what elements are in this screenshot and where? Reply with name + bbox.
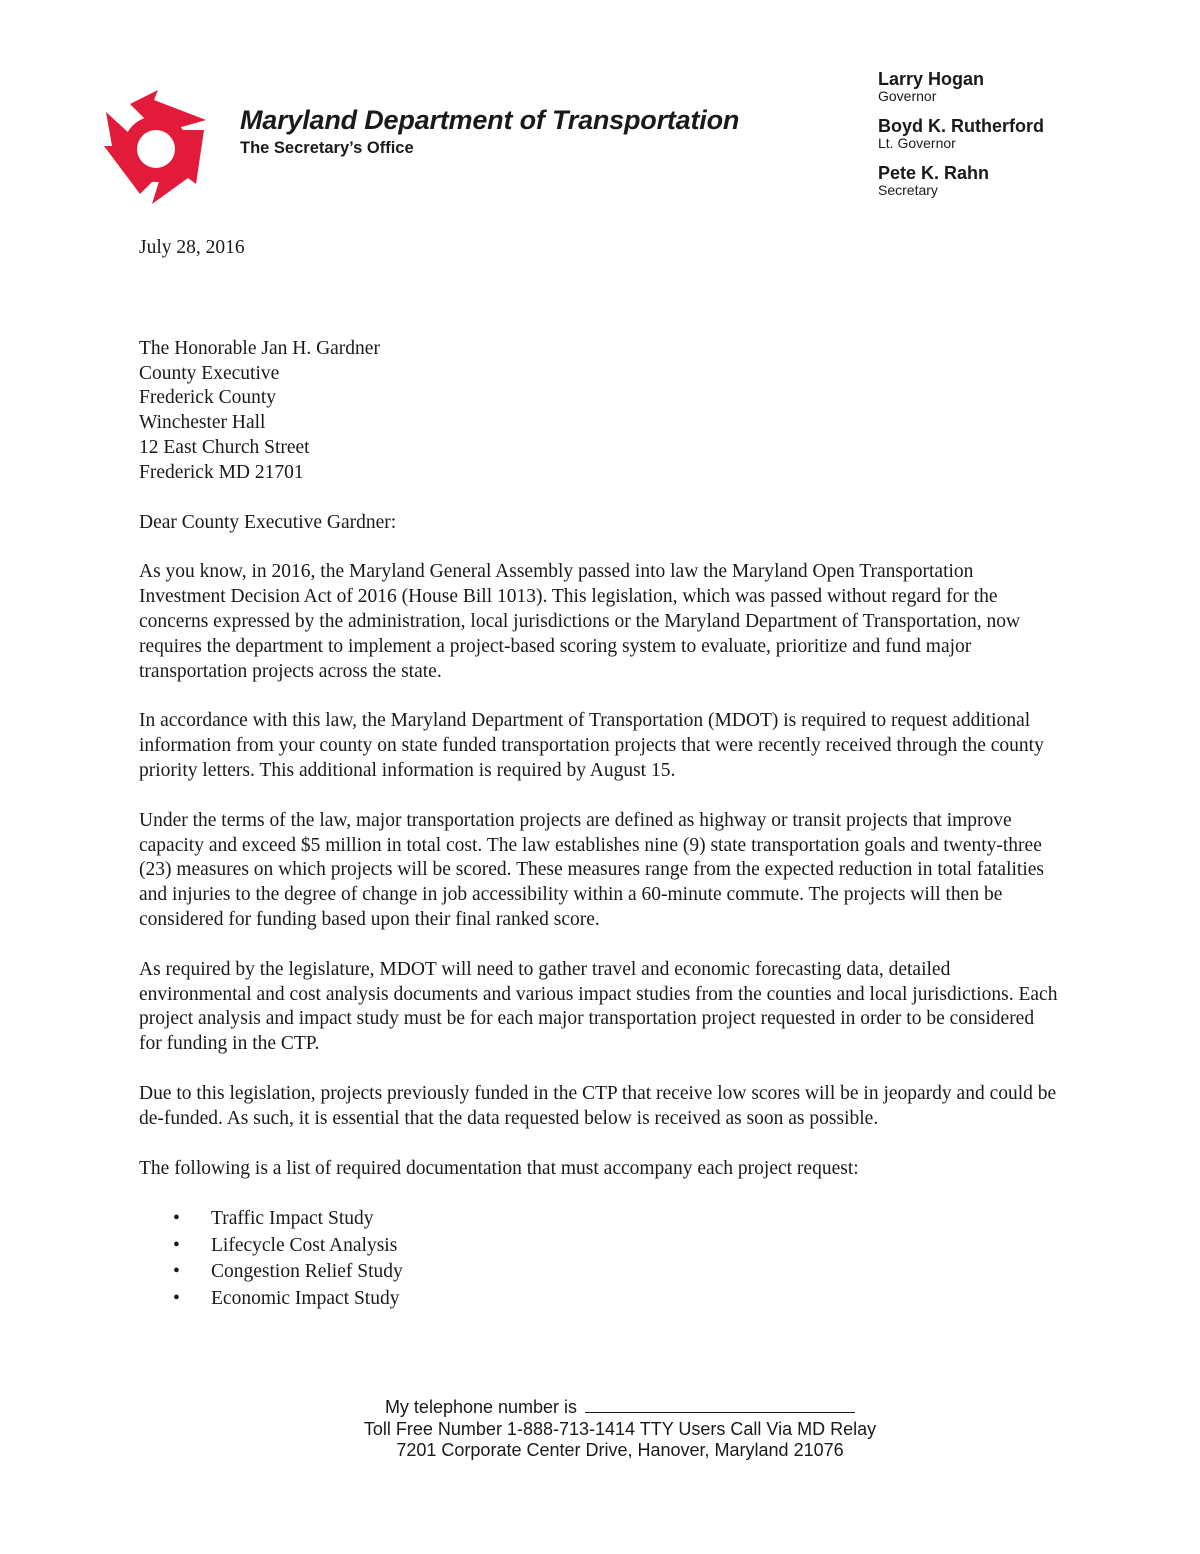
list-item [173,1206,1059,1233]
bullet-icon: • [173,1234,180,1256]
toll-free-line: Toll Free Number 1-888-713-1414 TTY Users Call Via MD Relay [363,1418,877,1439]
letterhead-footer [300,1396,940,1462]
phone-blank-line [585,1396,855,1413]
required-documents-list [139,1206,1059,1312]
paragraph-legislation: As you know, in 2016, the Maryland General Assembly passed into law the Maryland Open Transportation Investment Decision Act of 2016 (House Bill 1013). This legislation, which was passed without regard for the concerns expressed by the administration, local jurisdictions or the Maryland Department of Transportation, now requires the department to implement a project-based scoring system to evaluate, prioritize and fund major transportation projects across the state. [139,561,1021,682]
official-title: Lt. Governor [878,135,956,151]
official-lt-governor [878,117,1044,151]
official-name: Boyd K. Rutherford [878,116,1044,136]
official-governor [878,70,1044,104]
letter-body [139,236,1059,1312]
bullet-icon: • [173,1261,180,1283]
official-name: Pete K. Rahn [878,163,990,183]
paragraph-list-intro: The following is a list of required documentation that must accompany each project request: [139,1157,859,1179]
office-name: The Secretary’s Office [240,139,414,157]
recipient-address [139,337,1059,486]
bullet-icon: • [173,1208,180,1230]
list-item-label: Lifecycle Cost Analysis [211,1234,398,1256]
paragraph-request: In accordance with this law, the Maryland Department of Transportation (MDOT) is required to request additional information from your county on state funded transportation projects that were recently received through the county priority letters. This additional information is required by August 15. [139,710,1044,781]
mdot-logo-icon [100,86,210,206]
official-secretary [878,164,1044,198]
letterhead-organization [240,104,739,158]
footer-address: 7201 Corporate Center Drive, Hanover, Maryland 21076 [396,1440,844,1460]
address-line: 12 East Church Street [139,436,310,458]
list-item-label: Traffic Impact Study [211,1208,374,1230]
official-title: Governor [878,88,937,104]
letter-date: July 28, 2016 [139,237,245,258]
list-item-label: Congestion Relief Study [211,1261,403,1283]
organization-name: Maryland Department of Transportation [240,105,740,135]
salutation: Dear County Executive Gardner: [139,511,397,533]
address-line: County Executive [139,362,280,384]
phone-line [300,1396,940,1419]
pinwheel-icon [100,86,210,206]
list-item [173,1233,1059,1260]
official-name: Larry Hogan [878,69,985,89]
bullet-icon: • [173,1287,180,1309]
address-line: Winchester Hall [139,412,266,434]
address-line: Frederick County [139,387,277,409]
address-line: Frederick MD 21701 [139,461,304,483]
paragraph-data-gathering: As required by the legislature, MDOT will need to gather travel and economic forecasting data, detailed environmental and cost analysis documents and various impact studies from the counties and local jurisdictions. Each project analysis and impact study must be for each major transportation project requested in order to be considered for funding in the CTP. [139,958,1058,1055]
list-item [173,1259,1059,1286]
address-line: The Honorable Jan H. Gardner [139,337,380,359]
list-item-label: Economic Impact Study [211,1287,400,1309]
paragraph-scoring: Under the terms of the law, major transportation projects are defined as highway or transit projects that improve capacity and exceed $5 million in total cost. The law establishes nine (9) state transportation goals and twenty-three (23) measures on which projects will be scored. These measures range from the expected reduction in total fatalities and injuries to the degree of change in job accessibility within a 60-minute commute. The projects will then be considered for funding based upon their final ranked score. [139,809,1044,930]
official-title: Secretary [878,182,938,198]
phone-label: My telephone number is [384,1397,578,1417]
list-item [173,1286,1059,1313]
officials-list [878,70,1044,211]
paragraph-jeopardy: Due to this legislation, projects previously funded in the CTP that receive low scores will be in jeopardy and could be de-funded. As such, it is essential that the data requested below is received as soon as possible. [139,1082,1057,1129]
